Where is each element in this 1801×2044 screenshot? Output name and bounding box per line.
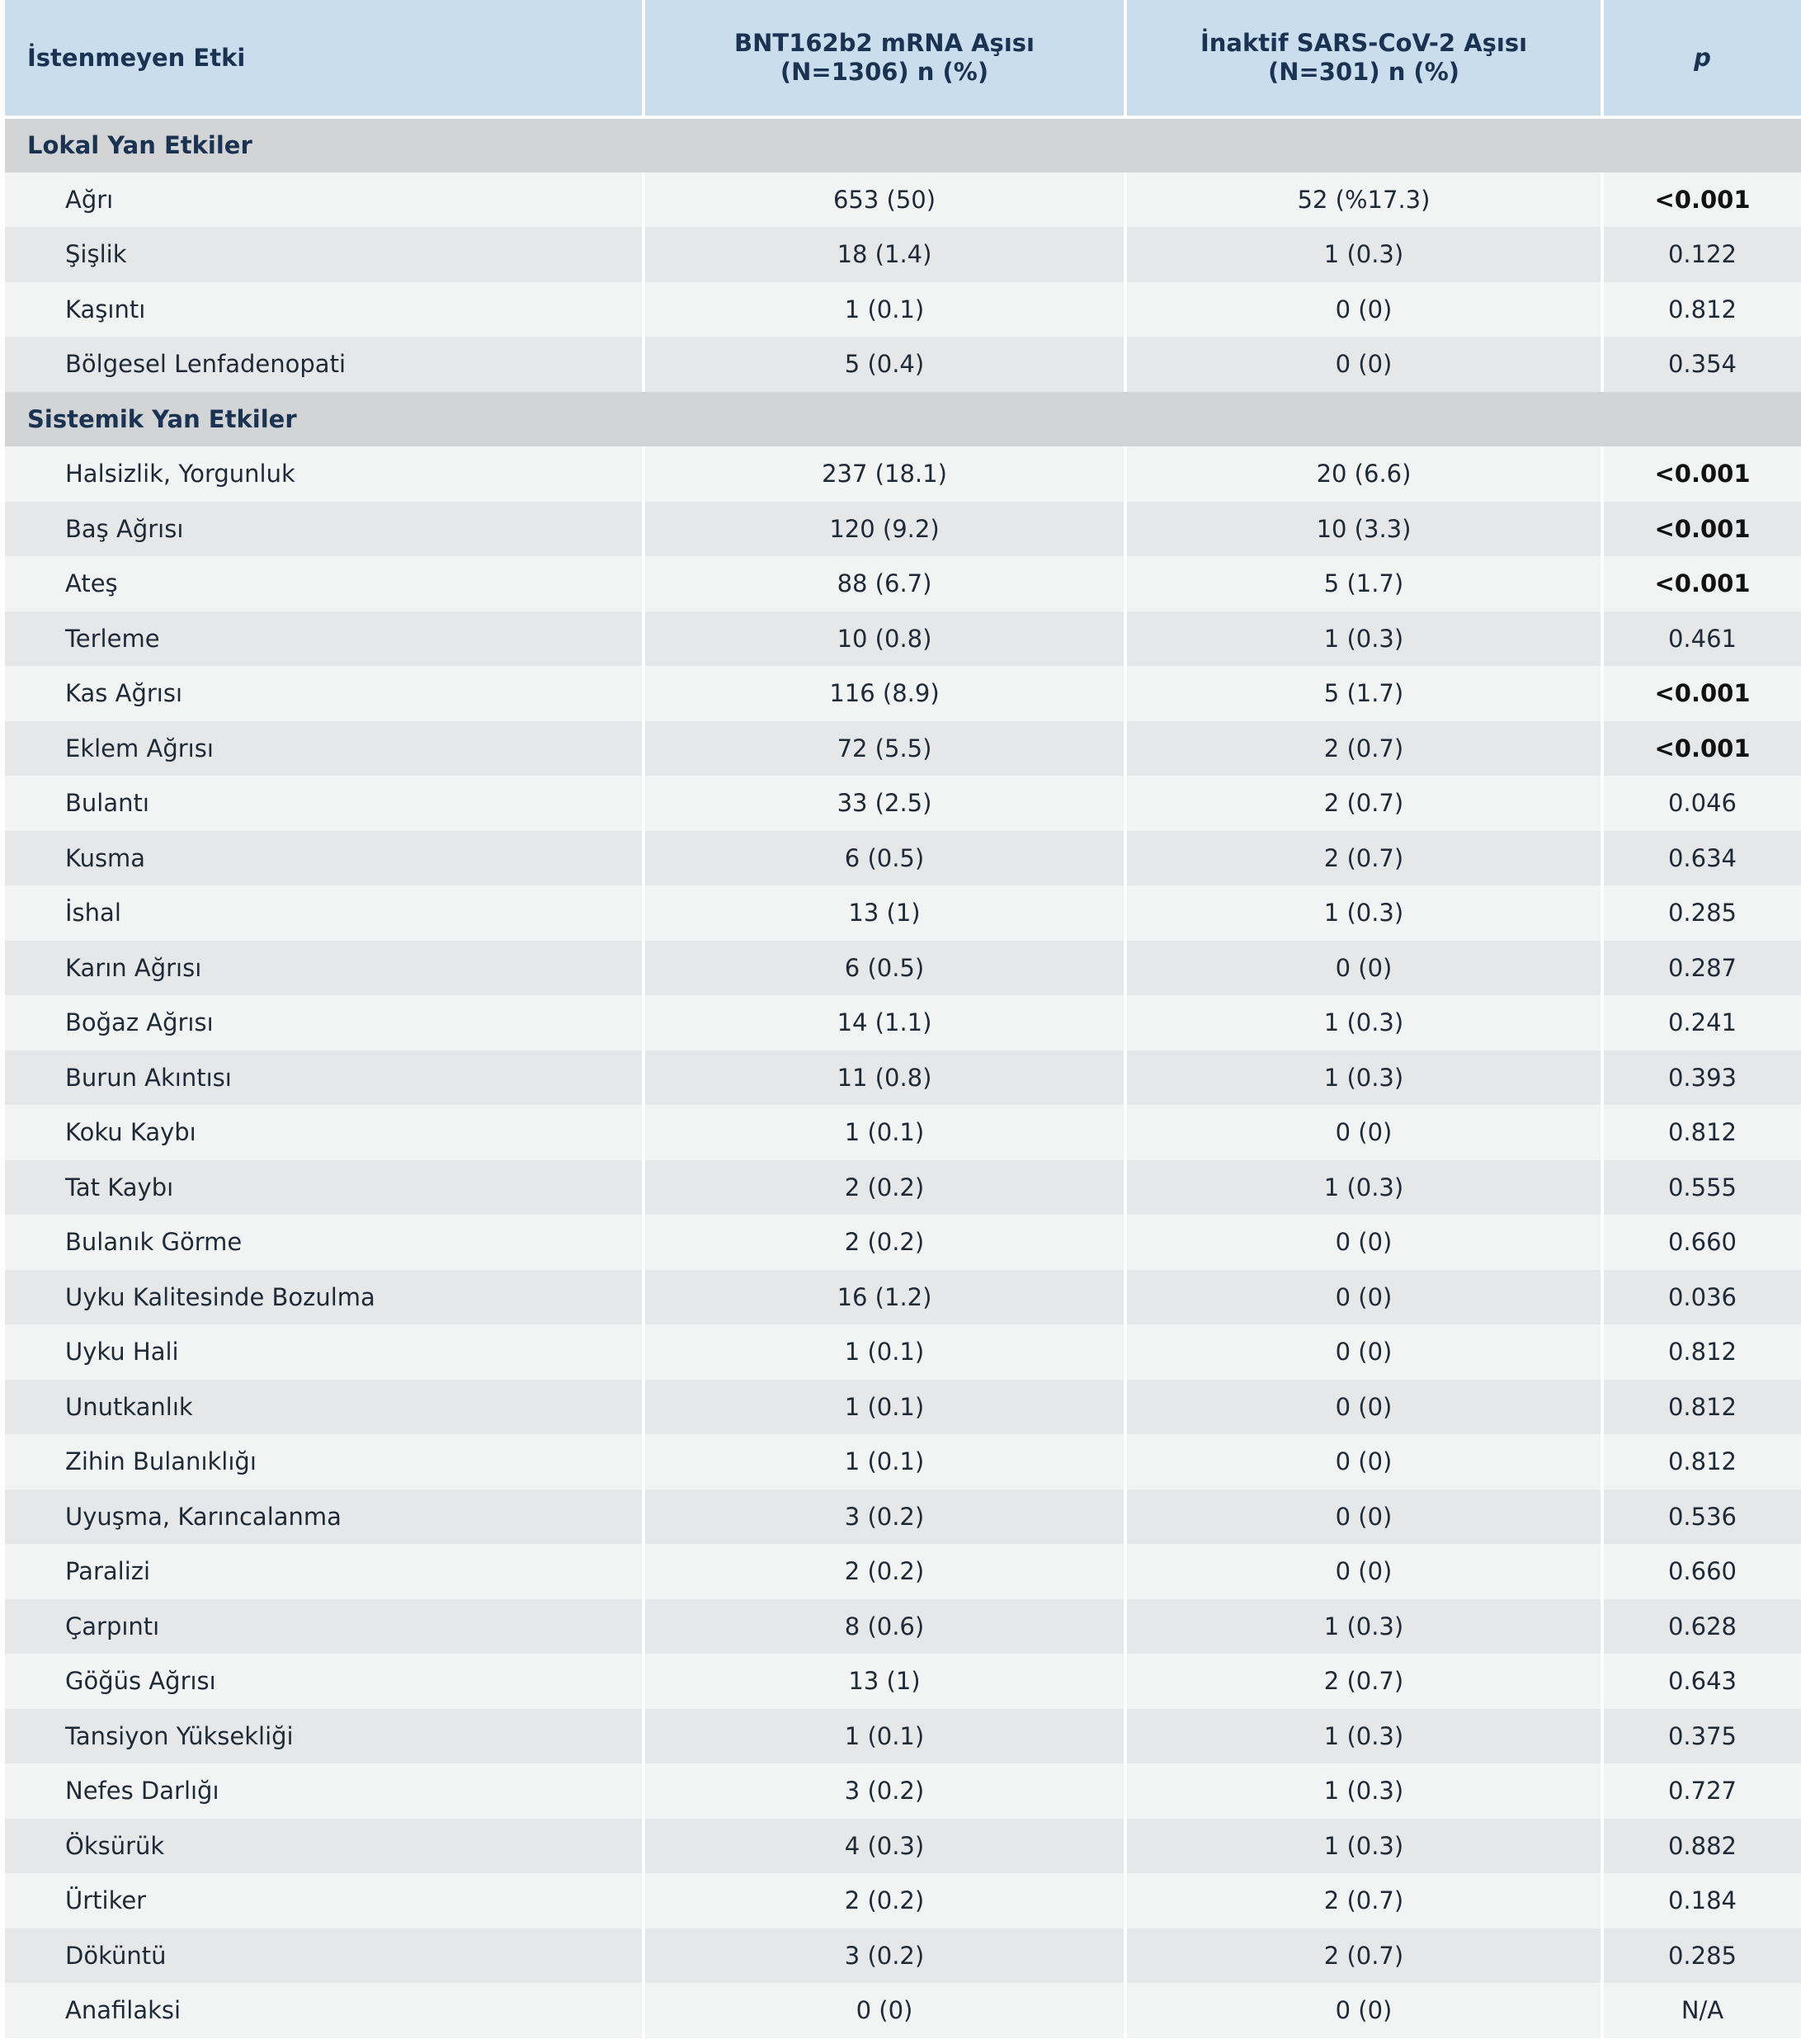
effect-name-cell: Çarpıntı: [5, 1599, 644, 1655]
bnt-value-cell: 1 (0.1): [644, 1434, 1125, 1489]
header-inactive-line2: (N=301) n (%): [1267, 58, 1459, 86]
header-bnt-line2: (N=1306) n (%): [780, 58, 989, 86]
table-row: [5, 1928, 1801, 1984]
table-row: [5, 502, 1801, 557]
inactive-value-cell: 1 (0.3): [1125, 995, 1602, 1050]
section-row: [5, 117, 1801, 172]
table-row: [5, 721, 1801, 777]
table-row: [5, 1160, 1801, 1216]
p-value-cell: 0.122: [1602, 227, 1801, 282]
p-value-cell: 0.882: [1602, 1819, 1801, 1874]
table-row: [5, 995, 1801, 1050]
inactive-value-cell: 1 (0.3): [1125, 1709, 1602, 1764]
bnt-value-cell: 13 (1): [644, 1654, 1125, 1709]
section-title: Sistemik Yan Etkiler: [5, 392, 1801, 447]
bnt-value-cell: 11 (0.8): [644, 1050, 1125, 1106]
bnt-value-cell: 116 (8.9): [644, 666, 1125, 721]
table-row: [5, 941, 1801, 996]
adverse-effects-table: [5, 0, 1801, 2038]
effect-name-cell: Unutkanlık: [5, 1380, 644, 1435]
effect-name-cell: Göğüs Ağrısı: [5, 1654, 644, 1709]
inactive-value-cell: 5 (1.7): [1125, 556, 1602, 611]
bnt-value-cell: 6 (0.5): [644, 831, 1125, 886]
effect-name-cell: Nefes Darlığı: [5, 1763, 644, 1819]
effect-name-cell: Kusma: [5, 831, 644, 886]
p-value-cell: 0.812: [1602, 1434, 1801, 1489]
p-value-cell: 0.046: [1602, 776, 1801, 831]
table-row: [5, 1434, 1801, 1489]
bnt-value-cell: 13 (1): [644, 885, 1125, 941]
table-row: [5, 1873, 1801, 1928]
bnt-value-cell: 2 (0.2): [644, 1873, 1125, 1928]
p-value-cell: 0.727: [1602, 1763, 1801, 1819]
bnt-value-cell: 2 (0.2): [644, 1160, 1125, 1216]
inactive-value-cell: 1 (0.3): [1125, 1160, 1602, 1216]
p-value-cell: 0.660: [1602, 1544, 1801, 1599]
p-value-cell: 0.812: [1602, 1380, 1801, 1435]
bnt-value-cell: 16 (1.2): [644, 1270, 1125, 1325]
bnt-value-cell: 2 (0.2): [644, 1215, 1125, 1270]
header-effect: İstenmeyen Etki: [5, 0, 644, 117]
effect-name-cell: İshal: [5, 885, 644, 941]
table-body: [5, 117, 1801, 2038]
header-bnt: [644, 0, 1125, 117]
effect-name-cell: Terleme: [5, 611, 644, 667]
p-value-cell: 0.393: [1602, 1050, 1801, 1106]
table-row: [5, 1324, 1801, 1380]
effect-name-cell: Koku Kaybı: [5, 1105, 644, 1160]
bnt-value-cell: 1 (0.1): [644, 1380, 1125, 1435]
effect-name-cell: Uyku Hali: [5, 1324, 644, 1380]
effect-name-cell: Ürtiker: [5, 1873, 644, 1928]
table-row: [5, 1105, 1801, 1160]
effect-name-cell: Döküntü: [5, 1928, 644, 1984]
effect-name-cell: Tat Kaybı: [5, 1160, 644, 1216]
p-value-cell: 0.812: [1602, 1324, 1801, 1380]
table-row: [5, 776, 1801, 831]
bnt-value-cell: 6 (0.5): [644, 941, 1125, 996]
inactive-value-cell: 2 (0.7): [1125, 1654, 1602, 1709]
effect-name-cell: Burun Akıntısı: [5, 1050, 644, 1106]
p-value-cell: 0.036: [1602, 1270, 1801, 1325]
p-value-cell: 0.555: [1602, 1160, 1801, 1216]
bnt-value-cell: 653 (50): [644, 172, 1125, 228]
header-row: [5, 0, 1801, 117]
inactive-value-cell: 5 (1.7): [1125, 666, 1602, 721]
inactive-value-cell: 0 (0): [1125, 337, 1602, 392]
table-row: [5, 1983, 1801, 2038]
effect-name-cell: Zihin Bulanıklığı: [5, 1434, 644, 1489]
p-value-cell: 0.812: [1602, 1105, 1801, 1160]
bnt-value-cell: 0 (0): [644, 1983, 1125, 2038]
p-value-cell: <0.001: [1602, 556, 1801, 611]
inactive-value-cell: 2 (0.7): [1125, 721, 1602, 777]
inactive-value-cell: 0 (0): [1125, 1489, 1602, 1545]
bnt-value-cell: 10 (0.8): [644, 611, 1125, 667]
table-row: [5, 556, 1801, 611]
inactive-value-cell: 1 (0.3): [1125, 1819, 1602, 1874]
bnt-value-cell: 3 (0.2): [644, 1489, 1125, 1545]
table-row: [5, 611, 1801, 667]
table-row: [5, 666, 1801, 721]
bnt-value-cell: 1 (0.1): [644, 1105, 1125, 1160]
bnt-value-cell: 14 (1.1): [644, 995, 1125, 1050]
table-row: [5, 1709, 1801, 1764]
p-value-cell: <0.001: [1602, 446, 1801, 502]
inactive-value-cell: 1 (0.3): [1125, 1599, 1602, 1655]
effect-name-cell: Bulanık Görme: [5, 1215, 644, 1270]
table-row: [5, 831, 1801, 886]
effect-name-cell: Öksürük: [5, 1819, 644, 1874]
effect-name-cell: Baş Ağrısı: [5, 502, 644, 557]
inactive-value-cell: 0 (0): [1125, 1324, 1602, 1380]
effect-name-cell: Bulantı: [5, 776, 644, 831]
p-value-cell: 0.241: [1602, 995, 1801, 1050]
table-row: [5, 446, 1801, 502]
section-title: Lokal Yan Etkiler: [5, 117, 1801, 172]
header-p-value: p: [1602, 0, 1801, 117]
table-row: [5, 227, 1801, 282]
table-row: [5, 1380, 1801, 1435]
inactive-value-cell: 0 (0): [1125, 1105, 1602, 1160]
table-row: [5, 1819, 1801, 1874]
inactive-value-cell: 1 (0.3): [1125, 1763, 1602, 1819]
inactive-value-cell: 1 (0.3): [1125, 227, 1602, 282]
effect-name-cell: Tansiyon Yüksekliği: [5, 1709, 644, 1764]
p-value-cell: <0.001: [1602, 502, 1801, 557]
inactive-value-cell: 10 (3.3): [1125, 502, 1602, 557]
p-value-cell: <0.001: [1602, 721, 1801, 777]
p-value-cell: 0.287: [1602, 941, 1801, 996]
p-value-cell: 0.660: [1602, 1215, 1801, 1270]
p-value-cell: 0.375: [1602, 1709, 1801, 1764]
p-value-cell: 0.285: [1602, 885, 1801, 941]
effect-name-cell: Ağrı: [5, 172, 644, 228]
inactive-value-cell: 0 (0): [1125, 1270, 1602, 1325]
p-value-cell: 0.184: [1602, 1873, 1801, 1928]
p-value-cell: 0.643: [1602, 1654, 1801, 1709]
p-value-cell: 0.461: [1602, 611, 1801, 667]
bnt-value-cell: 120 (9.2): [644, 502, 1125, 557]
table-row: [5, 1215, 1801, 1270]
inactive-value-cell: 0 (0): [1125, 1983, 1602, 2038]
table-row: [5, 1763, 1801, 1819]
effect-name-cell: Anafilaksi: [5, 1983, 644, 2038]
bnt-value-cell: 237 (18.1): [644, 446, 1125, 502]
effect-name-cell: Ateş: [5, 556, 644, 611]
table-row: [5, 1654, 1801, 1709]
table-row: [5, 1489, 1801, 1545]
header-inactive-line1: İnaktif SARS-CoV-2 Aşısı: [1200, 29, 1528, 57]
inactive-value-cell: 2 (0.7): [1125, 1873, 1602, 1928]
effect-name-cell: Eklem Ağrısı: [5, 721, 644, 777]
p-value-cell: 0.634: [1602, 831, 1801, 886]
section-row: [5, 392, 1801, 447]
inactive-value-cell: 2 (0.7): [1125, 1928, 1602, 1984]
bnt-value-cell: 3 (0.2): [644, 1763, 1125, 1819]
effect-name-cell: Kaşıntı: [5, 282, 644, 338]
p-value-cell: 0.536: [1602, 1489, 1801, 1545]
table-row: [5, 1599, 1801, 1655]
p-value-cell: <0.001: [1602, 666, 1801, 721]
inactive-value-cell: 2 (0.7): [1125, 831, 1602, 886]
inactive-value-cell: 2 (0.7): [1125, 776, 1602, 831]
table-row: [5, 1544, 1801, 1599]
bnt-value-cell: 88 (6.7): [644, 556, 1125, 611]
table-header: [5, 0, 1801, 117]
table-row: [5, 1270, 1801, 1325]
bnt-value-cell: 1 (0.1): [644, 1324, 1125, 1380]
bnt-value-cell: 8 (0.6): [644, 1599, 1125, 1655]
bnt-value-cell: 3 (0.2): [644, 1928, 1125, 1984]
effect-name-cell: Paralizi: [5, 1544, 644, 1599]
inactive-value-cell: 20 (6.6): [1125, 446, 1602, 502]
effect-name-cell: Halsizlik, Yorgunluk: [5, 446, 644, 502]
bnt-value-cell: 1 (0.1): [644, 1709, 1125, 1764]
effect-name-cell: Kas Ağrısı: [5, 666, 644, 721]
inactive-value-cell: 1 (0.3): [1125, 1050, 1602, 1106]
bnt-value-cell: 4 (0.3): [644, 1819, 1125, 1874]
header-inactive: [1125, 0, 1602, 117]
bnt-value-cell: 72 (5.5): [644, 721, 1125, 777]
table-row: [5, 1050, 1801, 1106]
table-row: [5, 885, 1801, 941]
bnt-value-cell: 5 (0.4): [644, 337, 1125, 392]
table-row: [5, 172, 1801, 228]
header-bnt-line1: BNT162b2 mRNA Aşısı: [734, 29, 1035, 57]
p-value-cell: 0.285: [1602, 1928, 1801, 1984]
inactive-value-cell: 0 (0): [1125, 1434, 1602, 1489]
p-value-cell: N/A: [1602, 1983, 1801, 2038]
inactive-value-cell: 0 (0): [1125, 1215, 1602, 1270]
bnt-value-cell: 18 (1.4): [644, 227, 1125, 282]
p-value-cell: 0.628: [1602, 1599, 1801, 1655]
inactive-value-cell: 1 (0.3): [1125, 885, 1602, 941]
bnt-value-cell: 1 (0.1): [644, 282, 1125, 338]
inactive-value-cell: 0 (0): [1125, 1544, 1602, 1599]
effect-name-cell: Boğaz Ağrısı: [5, 995, 644, 1050]
p-value-cell: <0.001: [1602, 172, 1801, 228]
table-row: [5, 282, 1801, 338]
inactive-value-cell: 0 (0): [1125, 941, 1602, 996]
bnt-value-cell: 33 (2.5): [644, 776, 1125, 831]
bnt-value-cell: 2 (0.2): [644, 1544, 1125, 1599]
effect-name-cell: Uyuşma, Karıncalanma: [5, 1489, 644, 1545]
effect-name-cell: Bölgesel Lenfadenopati: [5, 337, 644, 392]
inactive-value-cell: 1 (0.3): [1125, 611, 1602, 667]
p-value-cell: 0.354: [1602, 337, 1801, 392]
p-value-cell: 0.812: [1602, 282, 1801, 338]
effect-name-cell: Karın Ağrısı: [5, 941, 644, 996]
inactive-value-cell: 52 (%17.3): [1125, 172, 1602, 228]
inactive-value-cell: 0 (0): [1125, 282, 1602, 338]
table-row: [5, 337, 1801, 392]
effect-name-cell: Şişlik: [5, 227, 644, 282]
effect-name-cell: Uyku Kalitesinde Bozulma: [5, 1270, 644, 1325]
inactive-value-cell: 0 (0): [1125, 1380, 1602, 1435]
